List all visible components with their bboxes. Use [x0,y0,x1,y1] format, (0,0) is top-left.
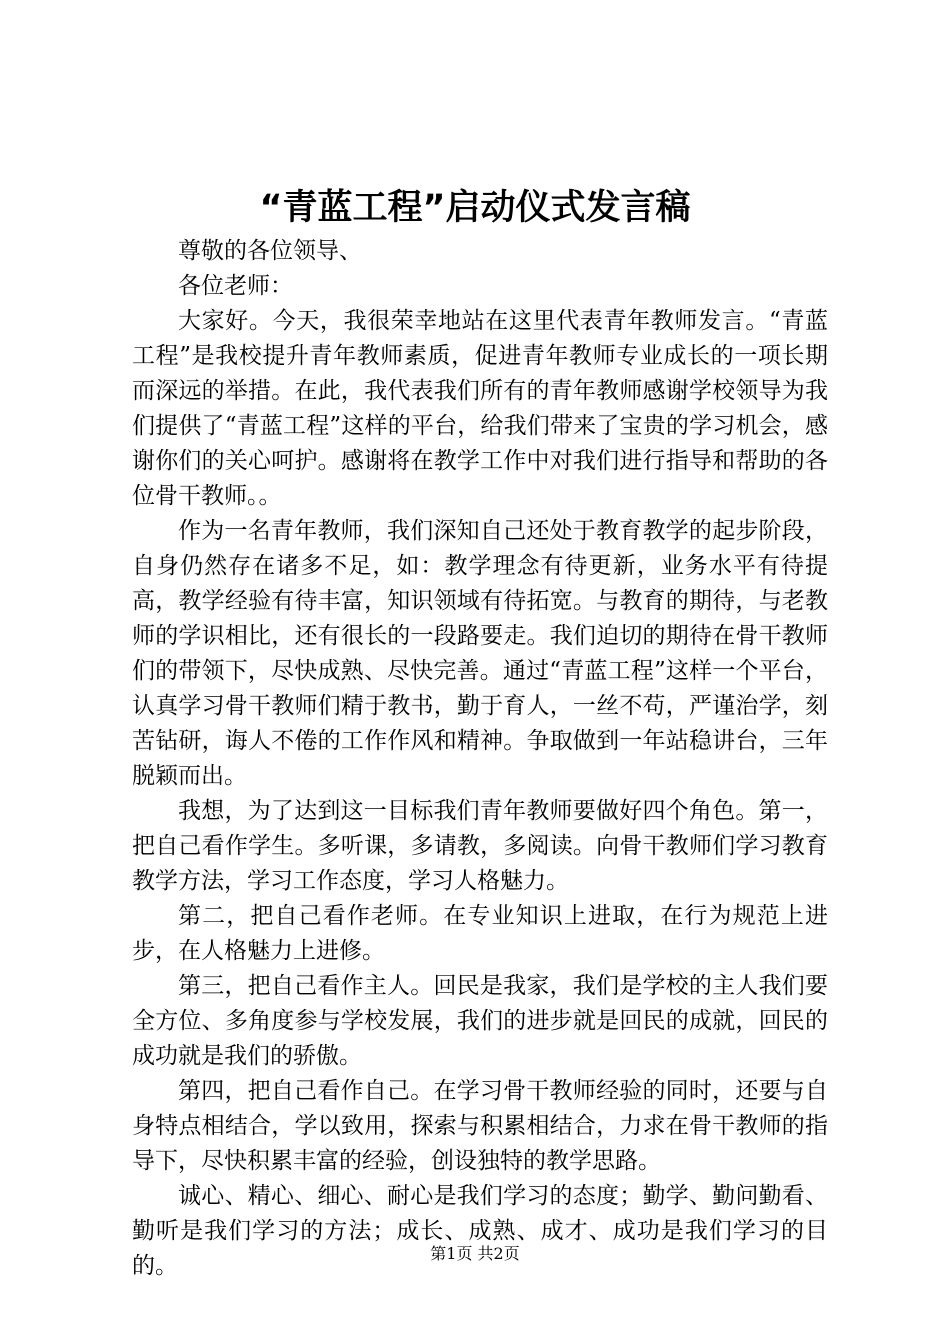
salutation-line: 各位老师： [178,273,293,299]
body-paragraph: 诚心、精心、细心、耐心是我们学习的态度；勤学、勤问勤看、勤听是我们学习的方法；成长、成熟、成才、成功是我们学习的目的。 [132,1183,828,1279]
body-paragraph: 第二，把自己看作老师。在专业知识上进取，在行为规范上进步，在人格魅力上进修。 [132,903,828,964]
body-paragraph: 作为一名青年教师，我们深知自己还处于教育教学的起步阶段，自身仍然存在诸多不足，如：教学理念有待更新，业务水平有待提高，教学经验有待丰富，知识领域有待拓宽。与教育的期待，与老教师的学识相比，还有很长的一段路要走。我们迫切的期待在骨干教师们的带领下，尽快成熟、尽快完善。通过“青蓝工程”这样一个平台，认真学习骨干教师们精于教书，勤于育人，一丝不苟，严谨治学，刻苦钻研，诲人不倦的工作作风和精神。争取做到一年站稳讲台，三年脱颖而出。 [132,518,828,789]
document-body [132,234,828,1284]
page-title: “青蓝工程”启动仪式发言稿 [259,188,691,228]
body-paragraph: 大家好。今天，我很荣幸地站在这里代表青年教师发言。“青蓝工程”是我校提升青年教师素质，促进青年教师专业成长的一项长期而深远的举措。在此，我代表我们所有的青年教师感谢学校领导为我们提供了“青蓝工程”这样的平台，给我们带来了宝贵的学习机会，感谢你们的关心呵护。感谢将在教学工作中对我们进行指导和帮助的各位骨干教师。。 [132,308,828,509]
body-paragraph: 第三，把自己看作主人。回民是我家，我们是学校的主人我们要全方位、多角度参与学校发展，我们的进步就是回民的成就，回民的成功就是我们的骄傲。 [132,973,828,1069]
body-paragraph: 第四，把自己看作自己。在学习骨干教师经验的同时，还要与自身特点相结合，学以致用，探索与积累相结合，力求在骨干教师的指导下，尽快积累丰富的经验，创设独特的教学思路。 [132,1078,828,1174]
salutation-line: 尊敬的各位领导、 [178,238,362,264]
body-paragraph: 我想，为了达到这一目标我们青年教师要做好四个角色。第一，把自己看作学生。多听课，多请教，多阅读。向骨干教师们学习教育教学方法，学习工作态度，学习人格魅力。 [132,798,828,894]
page-number-footer: 第1页 共2页 [430,1244,520,1263]
